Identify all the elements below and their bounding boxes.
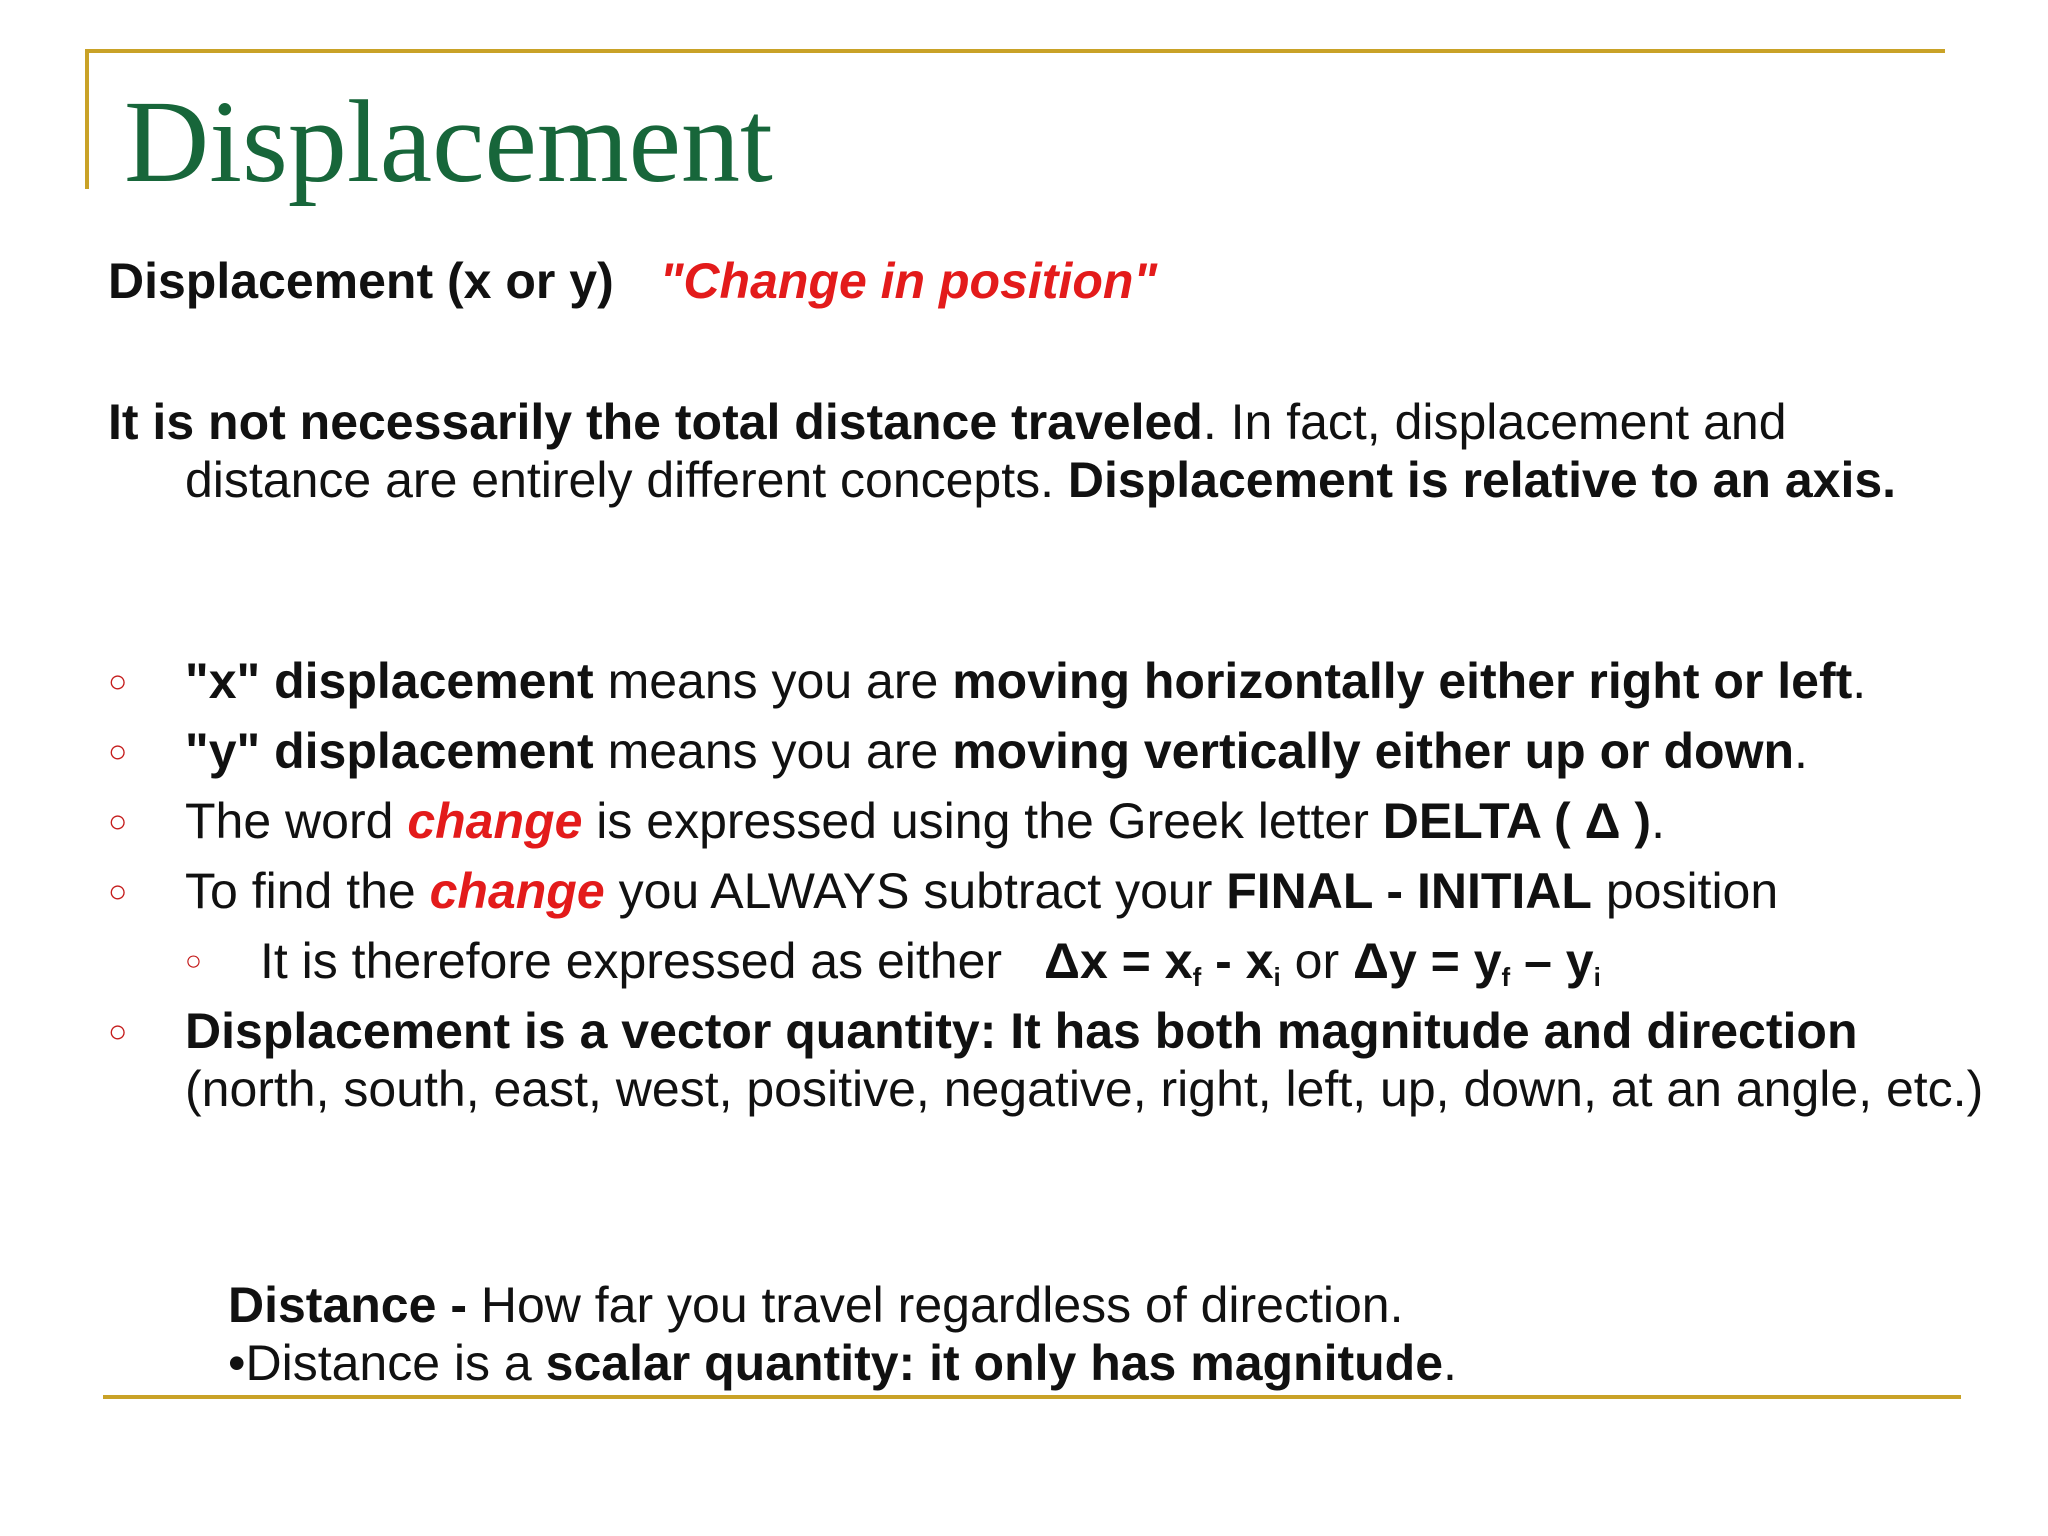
x-displacement-mid: means you are — [593, 653, 953, 709]
slide-title: Displacement — [124, 76, 773, 207]
find-change-end: position — [1591, 863, 1779, 919]
bottom-rule — [103, 1395, 1961, 1399]
not-total-bold-tail: Displacement is relative to an axis. — [1067, 452, 1897, 508]
find-change-emphasis: change — [429, 863, 605, 919]
y-displacement-end: . — [1794, 723, 1808, 779]
bullet-circle-icon: ○ — [108, 1013, 128, 1049]
change-word-mid: is expressed using the Greek letter — [582, 793, 1383, 849]
find-change-mid: you ALWAYS subtract your — [604, 863, 1227, 919]
distance-block — [228, 1276, 1457, 1392]
delta-label: DELTA ( Δ ) — [1382, 793, 1652, 849]
top-rule — [85, 49, 1945, 53]
change-word-emphasis: change — [407, 793, 583, 849]
not-total-paragraph — [108, 393, 1965, 509]
sub-bullet-circle-icon: ○ — [185, 945, 202, 976]
distance-definition-line — [228, 1276, 1457, 1334]
formula-or: or — [1280, 933, 1353, 989]
x-displacement-end: . — [1852, 653, 1867, 709]
bullet-list — [108, 652, 1988, 1130]
formula-intro: It is therefore expressed as either — [260, 933, 1003, 989]
scalar-end: . — [1443, 1335, 1457, 1391]
bullet-vector-quantity — [108, 1002, 1988, 1118]
scalar-pre: •Distance is a — [228, 1335, 546, 1391]
vector-directions: (north, south, east, west, positive, negative, right, left, up, down, at an angle, etc.) — [185, 1061, 1984, 1117]
sub-bullet-formula — [108, 932, 1988, 990]
scalar-bold: scalar quantity: it only has magnitude — [545, 1335, 1444, 1391]
bullet-y-displacement — [108, 722, 1988, 780]
bullet-x-displacement — [108, 652, 1988, 710]
bullet-change-word — [108, 792, 1988, 850]
not-total-text: . In fact, displacement and distance are entirely different concepts. — [185, 394, 1787, 508]
final-initial-label: FINAL - INITIAL — [1226, 863, 1592, 919]
y-displacement-bold: moving vertically either up or down — [952, 723, 1795, 779]
bullet-circle-icon: ○ — [108, 663, 128, 699]
change-word-end: . — [1651, 793, 1665, 849]
x-displacement-bold: moving horizontally either right or left — [952, 653, 1853, 709]
x-displacement-term: "x" displacement — [185, 653, 594, 709]
formula-minus-y: – y — [1510, 933, 1594, 989]
left-rule — [85, 49, 89, 189]
bullet-circle-icon: ○ — [108, 733, 128, 769]
formula-dx: Δx = x — [1044, 933, 1193, 989]
formula-minus-x: - x — [1201, 933, 1274, 989]
subscript-i: i — [1593, 962, 1601, 992]
delta-formula — [1002, 933, 1601, 992]
definition-line — [108, 252, 1157, 310]
bullet-circle-icon: ○ — [108, 803, 128, 839]
vector-bold: Displacement is a vector quantity: It has both magnitude and direction — [185, 1003, 1858, 1059]
definition-quote: "Change in position" — [659, 253, 1158, 309]
change-word-pre: The word — [185, 793, 408, 849]
subscript-f: f — [1501, 962, 1511, 992]
subscript-i: i — [1273, 962, 1281, 992]
not-total-bold-lead: It is not necessarily the total distance traveled — [108, 394, 1203, 450]
y-displacement-term: "y" displacement — [185, 723, 594, 779]
y-displacement-mid: means you are — [593, 723, 953, 779]
bullet-find-change — [108, 862, 1988, 920]
formula-dy: Δy = y — [1353, 933, 1502, 989]
distance-term: Distance - — [228, 1277, 481, 1333]
subscript-f: f — [1192, 962, 1202, 992]
distance-scalar-line — [228, 1334, 1457, 1392]
definition-term: Displacement (x or y) — [108, 253, 614, 309]
find-change-pre: To find the — [185, 863, 430, 919]
distance-definition: How far you travel regardless of direction. — [480, 1277, 1404, 1333]
bullet-circle-icon: ○ — [108, 873, 128, 909]
